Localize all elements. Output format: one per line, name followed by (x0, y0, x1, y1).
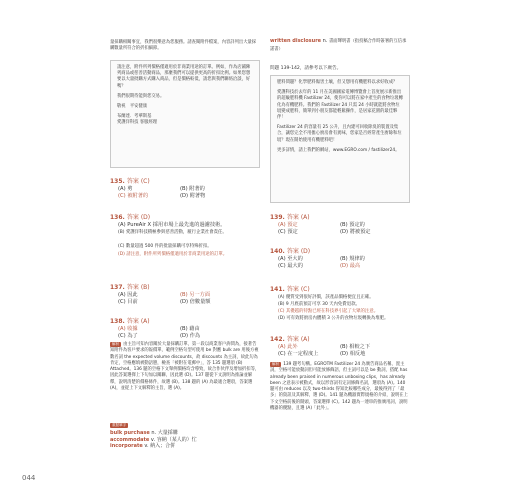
q141-answer: 答案 (C) (286, 286, 310, 293)
vocab-pos: n. (151, 430, 157, 436)
q136-option-a: (A) PureAir X 採用市場上最先進的過濾技術。 (118, 222, 226, 228)
letter-box (110, 60, 260, 168)
q135-option-d: (D) 附著物 (180, 193, 206, 199)
q138-option-a: (A) 收據 (118, 326, 138, 332)
vocab-def: 容納（某人的）忙 (156, 436, 197, 443)
q135-option-b: (B) 附著的 (180, 186, 205, 192)
q141-option-a: (A) 優質受到很好評價，該產品價格便宜且正確。 (278, 295, 374, 300)
q140-answer: 答案 (D) (286, 248, 311, 255)
right-explanation-text: 139 題考句構。EGROTM Fastilizer 24 為廣告商品名稱，置主詞，空格可能放動詞但可能放修飾語，但主詞可以是 be 動詞，搭配 has already been praised in numerous unboxing clips，has already been 之意表示被動式，故以形容詞有定詞修飾名詞，選項為 (A)。140 題可由 reduces 以及 two-thirds 得知比較哪些成分，最後得到了「最多」的資訊及其解釋，選 (D)。141 題為機器實際規格的介紹，說明在上下文空格前後的開頭，答案選擇 (C)。142 題為一連串的推廣用詞，說明機器的優點，且選 (A)「此外」。 (270, 362, 408, 412)
q137-option-a: (A) 因此 (118, 292, 138, 298)
q138-option-d: (D) 作為 (180, 333, 201, 339)
q140-option-a: (A) 至大的 (278, 256, 303, 262)
ad-paragraph-1: 愛護科技於去年的 11 月在美國國家電傳博覽會上首度展示新推出的超級肥料機 Fastilizer 24，使你可以將在家中產生的食物垃圾轉化為有機肥料。我們的 Fastilizer 24 只需 24 小時就能將食物垃圾變成肥料，簡單到小朋友都能輕鬆操作，是居家花園的最佳夥伴！ (277, 90, 403, 121)
q139-number (270, 212, 310, 221)
vocab-pos: v. (144, 443, 149, 450)
q142-option-d: (D) 相反地 (340, 351, 366, 357)
q137-answer: 答案 (B) (126, 284, 150, 291)
q139-option-a: (A) 預定 (278, 222, 298, 228)
q140-option-c: (C) 最大的 (278, 263, 303, 269)
top-vocab-word: written disclosure (270, 38, 322, 44)
letter-intro: 量採購相關事宜，我們很樂意為您服務。請查閱附件檔案，內容詳列出大量採購數量所符合的折扣細節。 (110, 40, 257, 52)
q142-number (270, 334, 310, 343)
q135-answer: 答案 (C) (126, 178, 150, 185)
vocab-item (110, 430, 260, 437)
q138-num: 138. (110, 318, 125, 325)
q137-option-b: (B) 另一方面 (180, 292, 211, 298)
ad-box (270, 75, 410, 203)
q140-num: 140. (270, 248, 285, 255)
q137-option-c: (C) 目前 (118, 299, 138, 305)
left-explanation (110, 342, 260, 392)
top-vocab (270, 38, 410, 53)
vocab-tag-row (110, 423, 130, 429)
ad-paragraph-2: Fastilizer 24 的容量有 25 公升，且內建可回收除臭的裝置及集合，讓您完全不用擔心廚房會有異味，您家是否經常產生廚餘和垃圾？現在開始使用有機肥料吧！ (277, 125, 402, 143)
vocab-word: accommodate (110, 436, 150, 443)
q137-number (110, 282, 150, 291)
q142-option-a: (A) 此外 (278, 344, 298, 350)
q138-option-b: (B) 藉由 (180, 326, 200, 332)
q135-number (110, 176, 150, 185)
vocab-list (110, 430, 260, 450)
q136-option-b: (B) 愛護洋科技積極參與慈善活動，履行企業社會責任。 (118, 230, 227, 235)
q138-number (110, 316, 150, 325)
q142-answer: 答案 (A) (286, 336, 310, 343)
q135-option-a: (A) 剪 (118, 186, 133, 192)
vocab-def: 納入；合併 (150, 443, 176, 450)
q138-answer: 答案 (A) (126, 318, 150, 325)
q141-num: 141. (270, 286, 285, 293)
right-explanation (270, 362, 410, 412)
q141-option-b: (B) 9 月底前預訂可享 30 天內免費退款。 (278, 302, 360, 307)
q136-option-c: (C) 數量超過 500 件的批量採購可享特殊折扣。 (118, 244, 212, 249)
q135-num: 135. (110, 178, 125, 185)
q135-option-c: (C) 被附著的 (118, 193, 149, 199)
left-explanation-text: 由主旨可知內容關於大量採購訂單，第一段以商業客戶詢問為，接著告知附件為客戶要求的報價單，範例空格句型可使用 be 對應 bulk are 用後方複數名詞 the expected volume discounts，故 discounts 為主詞，故此句為肯定，空格應填被動語態，檢查「被附在電郵中」，答 135 題選項 (B) Attached。136 題的空格下文舉例價格均含導致，故合作伙伴及增加折扣等，因此答案選擇上下句加以關聯，因此選 (D)。137 題從下文說明為推論並解釋，說明清楚的價格條件，故選 (B)。138 題的 (A) 為最適合選項，答案選 (A)，並從上下文解釋的主旨，選 (A)。 (110, 342, 260, 392)
letter-closing: 敬祝 平安健康 (117, 104, 148, 110)
letter-body: 請注意，附件所列價格僅適用於非商業用途的訂單。例如，作為店鋪陳列商品或慈善活動商品，那麼我們可以提供更高的折扣比例。如果您想要以大量批購方式購入商品，但是價格較低，請您與我們聯絡洽談，好嗎？ (117, 65, 251, 89)
vocab-word: bulk purchase (110, 430, 150, 436)
vocab-def: 大量採購 (157, 430, 178, 436)
letter-sign-title: 愛護洋科技 客服經理 (117, 120, 158, 126)
q136-option-d: (D) 請注意，附件所列價格僅適用於非商業用途的訂單。 (118, 252, 228, 257)
q139-num: 139. (270, 214, 285, 221)
ad-question: 肥料問題？化學肥料傷害土壤，但又想用有機肥料以求好收成？ (277, 80, 398, 85)
q139-option-d: (D) 將被預定 (340, 229, 371, 235)
top-vocab-def: 書面聲明書（指投稿合作時簽署的互信承諾書） (270, 39, 407, 52)
top-vocab-pos: n. (322, 38, 328, 44)
explain-tag-right: 解析 (272, 362, 280, 366)
ad-paragraph-3: 更多詳情，請上我們的網站，www.EGRO.com / fastilizer24。 (277, 147, 400, 153)
q137-option-d: (D) 倍數量額 (180, 299, 211, 305)
vocab-item (110, 443, 260, 450)
q139-option-b: (B) 預定的 (340, 222, 365, 228)
vocab-pos: v. (150, 436, 156, 443)
q141-option-d: (D) 可有效將廚房內體積 3 公升的食物垃圾轉換為堆肥。 (278, 316, 389, 321)
q139-answer: 答案 (A) (286, 214, 310, 221)
letter-body-2: 我們很期待能與您交易。 (117, 93, 165, 99)
q141-option-c: (C) 其優越的特點已經在科技界引起了大眾的注意。 (278, 309, 379, 314)
q142-option-c: (C) 在一定程度上 (278, 351, 319, 357)
q140-option-d: (D) 最高 (340, 263, 361, 269)
vocab-word: incorporate (110, 443, 143, 450)
q136-num: 136. (110, 214, 125, 221)
q142-num: 142. (270, 336, 285, 343)
vocab-tag: 重點單字 (112, 423, 127, 427)
q138-option-c: (C) 為了 (118, 333, 138, 339)
q141-number (270, 284, 310, 293)
q136-answer: 答案 (D) (126, 214, 151, 221)
letter-sign-name: 布蘭達．考華斯基 (117, 114, 152, 120)
q139-option-c: (C) 預定 (278, 229, 298, 235)
q140-option-b: (B) 規律的 (340, 256, 365, 262)
q137-num: 137. (110, 284, 125, 291)
q142-option-b: (B) 相較之下 (340, 344, 371, 350)
explain-tag: 解析 (112, 342, 120, 346)
ad-header: 問題 139-142，請參考以下廣告。 (270, 66, 342, 71)
page-number: 044 (22, 474, 36, 482)
q136-number (110, 212, 150, 221)
q140-number (270, 246, 310, 255)
